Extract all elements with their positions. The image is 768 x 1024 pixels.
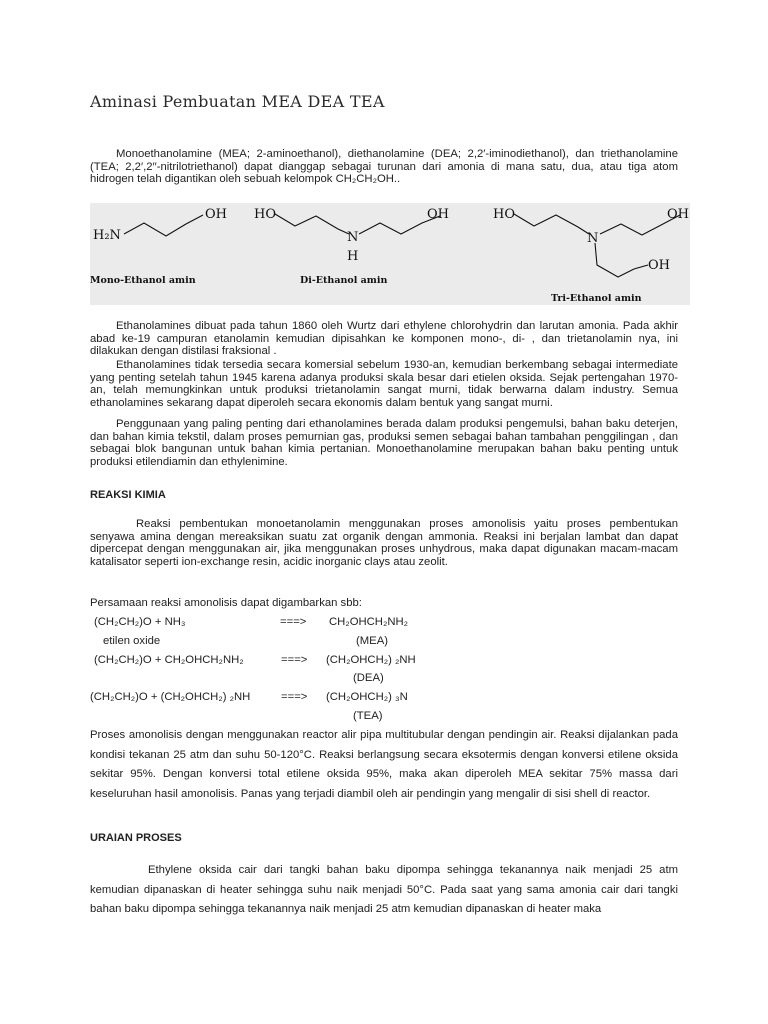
mea-caption: Mono-Ethanol amin <box>90 275 196 286</box>
tea-oh1-label: OH <box>667 207 689 222</box>
eq2-left: (CH₂CH₂)O + CH₂OHCH₂NH₂ <box>94 654 244 666</box>
eq1-left: (CH₂CH₂)O + NH₃ <box>94 616 186 628</box>
dea-h-label: H <box>347 249 359 264</box>
eq1-right-label: (MEA) <box>356 635 389 647</box>
history-paragraph: Ethanolamines dibuat pada tahun 1860 oleh Wurtz dari ethylene chlorohydrin dan larutan amonia. Pada akhir abad ke-19 campuran etanolamin kemudian dipisahkan ke komponen mono-, di- , dan trietanolamin nya, ini dilakukan dengan distilasi fraksional . <box>90 320 678 358</box>
tea-ho-label: HO <box>493 207 515 222</box>
eq3-label: (TEA) <box>353 710 383 722</box>
dea-caption: Di-Ethanol amin <box>300 275 388 286</box>
eq3-right: (CH₂OHCH₂) ₃N <box>326 691 408 703</box>
tea-caption: Tri-Ethanol amin <box>551 293 642 304</box>
uraian-proses-heading: URAIAN PROSES <box>90 832 182 844</box>
proses-paragraph: Proses amonolisis dengan menggunakan reactor alir pipa multitubular dengan pendingin air. Reaksi dijalankan pada kondisi tekanan 25 atm dan suhu 50-120°C. Reaksi berlangsung secara eksotermis dengan konversi etilene oksida sekitar 95%. Dengan konversi total etilene oksida 95%, maka akan diperoleh MEA sekitar 75% massa dari keseluruhan hasil amonolisis. Panas yang terjadi diambil oleh air pendingin yang mengalir di sisi shell di reactor. <box>90 729 678 800</box>
eq1-left-label: etilen oxide <box>103 635 161 647</box>
dea-ho-label: HO <box>254 207 276 222</box>
dea-n-label: N <box>347 230 359 245</box>
reaksi-kimia-heading: REAKSI KIMIA <box>90 489 166 501</box>
tea-n-label: N <box>587 231 599 246</box>
tea-oh2-label: OH <box>648 258 670 273</box>
mea-oh-label: OH <box>205 207 227 222</box>
eq3-arrow: ===> <box>281 691 308 703</box>
ethanolamine-structures-figure <box>90 203 690 305</box>
eq1-right: CH₂OHCH₂NH₂ <box>329 616 409 628</box>
eq3-left: (CH₂CH₂)O + (CH₂OHCH₂) ₂NH <box>90 691 251 703</box>
mea-h2n-label: H₂N <box>93 228 121 243</box>
document-title: Aminasi Pembuatan MEA DEA TEA <box>90 92 385 111</box>
uraian-paragraph: Ethylene oksida cair dari tangki bahan baku dipompa sehingga tekanannya naik menjadi 25 atm kemudian dipanaskan di heater sehingga suhu naik menjadi 50°C. Pada saat yang sama amonia cair dari tangki bahan baku dipompa sehingga tekanannya naik menjadi 25 atm kemudian dipanaskan di heater maka <box>90 864 678 915</box>
eq2-arrow: ===> <box>281 654 308 666</box>
structures-svg <box>90 203 690 305</box>
commercial-paragraph: Ethanolamines tidak tersedia secara komersial sebelum 1930-an, kemudian berkembang sebagai intermediate yang penting setelah tahun 1945 karena adanya produksi skala besar dari etielen oksida. Sejak pertengahan 1970-an, telah memungkinkan untuk produksi trietanolamin sangat murni, tidak berwarna dalam industry. Semua ethanolamines sekarang dapat diperoleh secara ekonomis dalam bentuk yang sangat murni. <box>90 359 678 409</box>
eq2-right: (CH₂OHCH₂) ₂NH <box>326 654 416 666</box>
reaksi-paragraph: Reaksi pembentukan monoetanolamin menggunakan proses amonolisis yaitu proses pembentukan senyawa amina dengan mereaksikan suatu zat organik dengan ammonia. Reaksi ini berjalan lambat dan dapat dipercepat dengan menggunakan air, jika menggunakan proses unhydrous, maka dapat digunakan macam-macam katalisator seperti ion-exchange resin, acidic inorganic clays atau zeolit. <box>90 518 678 568</box>
usage-paragraph: Penggunaan yang paling penting dari ethanolamines berada dalam produksi pengemulsi, bahan baku deterjen, dan bahan kimia tekstil, dalam proses pemurnian gas, produksi semen sebagai bahan tambahan penggilingan , dan sebagai blok bangunan untuk bahan kimia pertanian. Monoethanolamine merupakan bahan baku penting untuk produksi etilendiamin dan ethylenimine. <box>90 418 678 468</box>
dea-oh-label: OH <box>427 207 449 222</box>
persamaan-intro: Persamaan reaksi amonolisis dapat digambarkan sbb: <box>90 597 362 609</box>
eq1-arrow: ===> <box>280 616 307 628</box>
eq2-label: (DEA) <box>353 672 384 684</box>
intro-paragraph: Monoethanolamine (MEA; 2-aminoethanol), diethanolamine (DEA; 2,2′-iminodiethanol), dan triethanolamine (TEA; 2,2′,2′′-nitrilotriethanol) dapat dianggap sebagai turunan dari amonia di mana satu, dua, atau tiga atom hidrogen telah digantikan oleh sebuah kelompok CH₂CH₂OH.. <box>90 148 678 186</box>
